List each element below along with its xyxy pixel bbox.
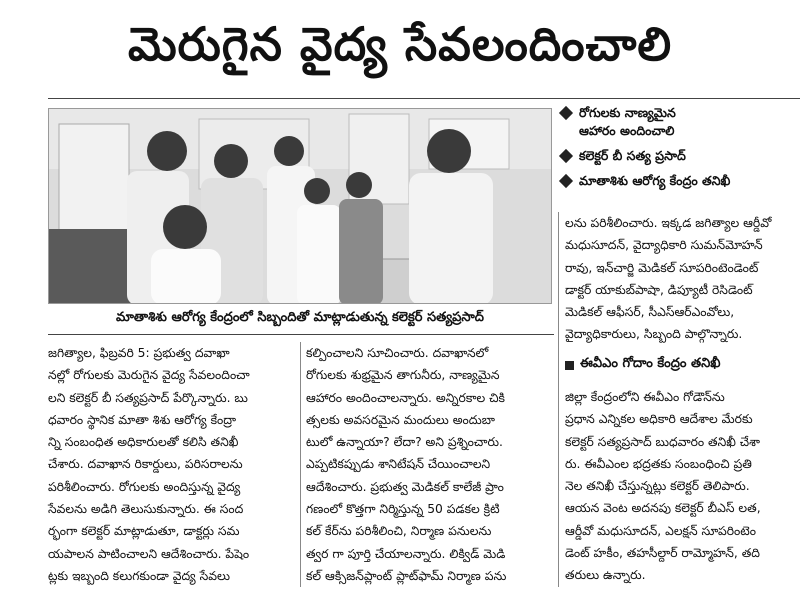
text-line: డాక్టర్ యాకుబ్‌పాషా, డిప్యూటీ రెసిడెంట్ [565,282,753,297]
text-line: ఆయన వెంట అదనపు కలెక్టర్ బీఎస్ లత, [565,501,761,516]
text-line: కల్పించాలని సూచించారు. దవాఖానలో [306,346,489,360]
text-line: ప్రధాన ఎన్నికల అధికారి ఆదేశాల మేరకు [565,412,753,427]
text-line: టులో ఉన్నాయా? లేదా? అని ప్రశ్నించారు. [306,435,503,450]
text-line: ఆహారం అందించాలన్నారు. అన్నిరకాల చికి [306,390,505,405]
text-line: మెడికల్ ఆఫీసర్, సీఎస్‌ఆర్‌ఎంవోలు, [565,305,735,320]
text-line: ట్లకు ఇబ్బంది కలుగకుండా వైద్య సేవలు [48,568,230,583]
diamond-bullet-icon [559,174,573,188]
highlight-item [557,172,800,190]
text-line: జిల్లా కేంద్రంలోని ఈవీఎం గోడౌన్‌ను [565,390,725,404]
subheading [565,354,800,376]
text-line: చేశారు. దవాఖాన రికార్డులు, పరిసరాలను [48,457,243,472]
text-line: మధుసూదన్, వైద్యాధికారి సుమన్‌మోహన్ [565,238,763,253]
article-column-4 [565,386,800,587]
text-line: ఆర్డీవో మధుసూదన్, ఎలక్షన్ సూపరింటెం [565,523,756,538]
text-line: నెల తనిఖీ చేస్తున్నట్లు కలెక్టర్ తెలిపారు. [565,479,750,494]
text-line: రు. ఈవీఎంల భద్రతకు సంబంధించి ప్రతి [565,456,752,471]
article-column-2 [306,342,554,587]
headline: మెరుగైన వైద్య సేవలందించాలి [127,17,673,71]
text-line: వైద్యాధికారులు, సిబ్బంది పాల్గొన్నారు. [565,327,743,342]
text-line: ఆదేశించారు. ప్రభుత్వ మెడికల్ కాలేజీ ప్రాం [306,479,504,494]
diamond-bullet-icon [559,149,573,163]
text-line: కలెక్టర్ సత్యప్రసాద్ బుధవారం తనిఖీ చేశా [565,434,760,449]
news-photo [48,108,552,304]
highlights-box [557,104,800,210]
square-bullet-icon [565,361,574,370]
article-column-3 [565,212,800,346]
column-divider [558,212,559,587]
text-line: తరులు ఉన్నారు. [565,568,646,583]
highlight-text: కలెక్టర్ బీ సత్య ప్రసాద్ [579,148,686,163]
text-line: పరిశీలించారు. రోగులకు అందిస్తున్న వైద్య [48,479,241,494]
text-line: త్సలకు అవసరమైన మందులు అందుబా [306,412,495,427]
highlight-item [557,147,800,165]
text-line: సేవలను అడిగి తెలుసుకున్నారు. ఈ సంద [48,502,244,517]
text-line: డెంట్ హకీం, తహసీల్దార్ రామ్మోహన్, తది [565,546,760,561]
text-line: ఎప్పటికప్పుడు శానిటేషన్ చేయించాలని [306,457,491,472]
text-line: ర్భంగా కలెక్టర్ మాట్లాడుతూ, డాక్టర్లు సమ [48,524,240,539]
text-line: యపాలన పాటించాలని ఆదేశించారు. పేషెం [48,546,250,561]
text-line: ధవారం స్థానిక మాతా శిశు ఆరోగ్య కేంద్రా [48,412,237,427]
highlight-text: రోగులకు నాణ్యమైన ఆహారం అందించాలి [579,105,676,138]
subheading-text: ఈవీఎం గోదాం కేంద్రం తనిఖీ [580,356,721,371]
highlight-item [557,104,800,140]
headline-rule [48,98,800,99]
text-line: లను పరిశీలించారు. ఇక్కడ జగిత్యాల ఆర్డీవో [565,216,772,230]
news-photo-illustration [49,109,552,304]
text-line: రోగులకు శుభ్రమైన తాగునీరు, నాణ్యమైన [306,368,500,383]
diamond-bullet-icon [559,106,573,120]
column-divider [300,342,301,587]
text-line: నల్లో రోగులకు మెరుగైన వైద్య సేవలందించా [48,368,250,383]
text-line: లని కలెక్టర్ బీ సత్యప్రసాద్ పేర్కొన్నారు. బు [48,390,248,405]
text-line: న్ని సంబంధిత అధికారులతో కలిసి తనిఖీ [48,435,239,450]
highlight-text: మాతాశిశు ఆరోగ్య కేంద్రం తనిఖీ [579,173,731,188]
text-line: కల్ కేర్‌ను పరిశీలించి, నిర్మాణ పనులను [306,524,492,539]
caption-rule [48,334,554,335]
text-line: కల్ ఆక్సిజన్‌ప్లాంట్ ప్లాట్‌ఫామ్ నిర్మాణ పను [306,568,507,583]
text-line: గణంలో కొత్తగా నిర్మిస్తున్న 50 పడకల క్రిటి [306,502,500,517]
photo-caption: మాతాశిశు ఆరోగ్య కేంద్రంలో సిబ్బందితో మాట్లాడుతున్న కలెక్టర్ సత్యప్రసాద్ [116,310,484,325]
article-column-1 [48,342,294,587]
text-line: జగిత్యాల, ఫిబ్రవరి 5: ప్రభుత్వ దవాఖా [48,346,230,360]
text-line: రావు, ఇన్‌చార్జి మెడికల్ సూపరింటెండెంట్ [565,260,759,275]
text-line: త్వర గా పూర్తి చేయాలన్నారు. లిక్విడ్ మెడి [306,546,506,561]
